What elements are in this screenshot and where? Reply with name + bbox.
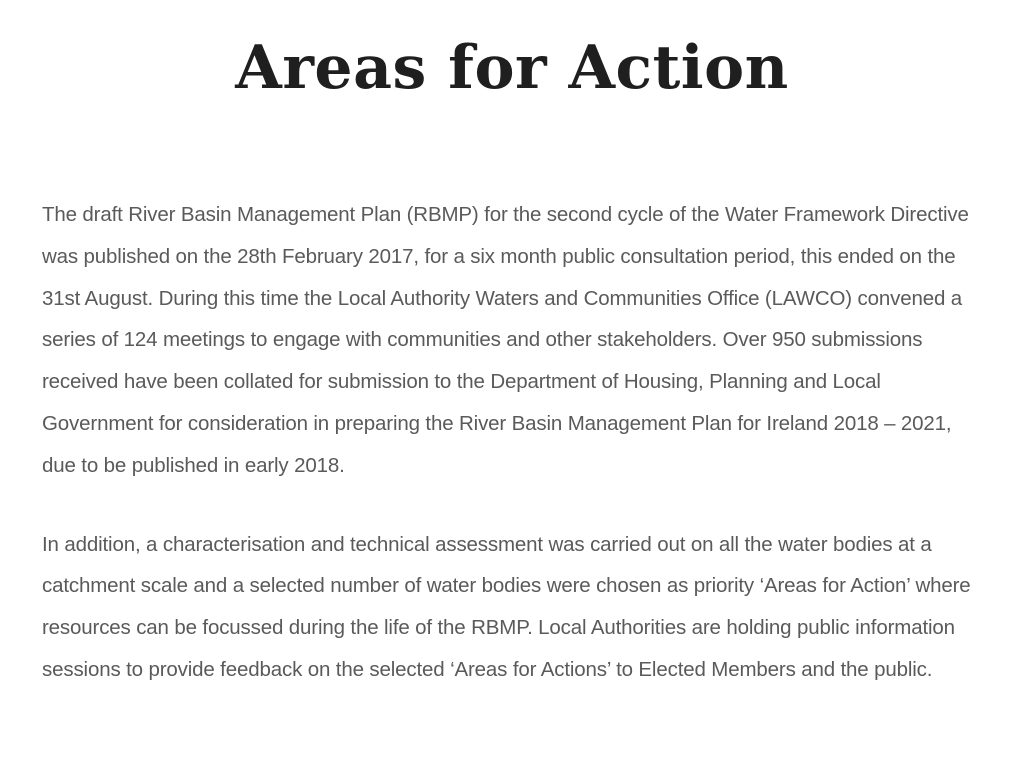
paragraph-areas-for-action: In addition, a characterisation and technical assessment was carried out on all the water bodies at a catchment scale and a selected number of water bodies were chosen as priority ‘Areas for Action’ where resources can be focussed during the life of the RBMP. Local Authorities are holding public information sessions to provide feedback on the selected ‘Areas for Actions’ to Elected Members and the public. <box>42 532 971 681</box>
article-body <box>42 194 982 691</box>
page-title: Areas for Action <box>235 33 789 103</box>
paragraph-rbmp-consultation: The draft River Basin Management Plan (RBMP) for the second cycle of the Water Framework Directive was published on the 28th February 2017, for a six month public consultation period, this ended on the 31st August. During this time the Local Authority Waters and Communities Office (LAWCO) convened a series of 124 meetings to engage with communities and other stakeholders. Over 950 submissions received have been collated for submission to the Department of Housing, Planning and Local Government for consideration in preparing the River Basin Management Plan for Ireland 2018 – 2021, due to be published in early 2018. <box>42 203 969 477</box>
